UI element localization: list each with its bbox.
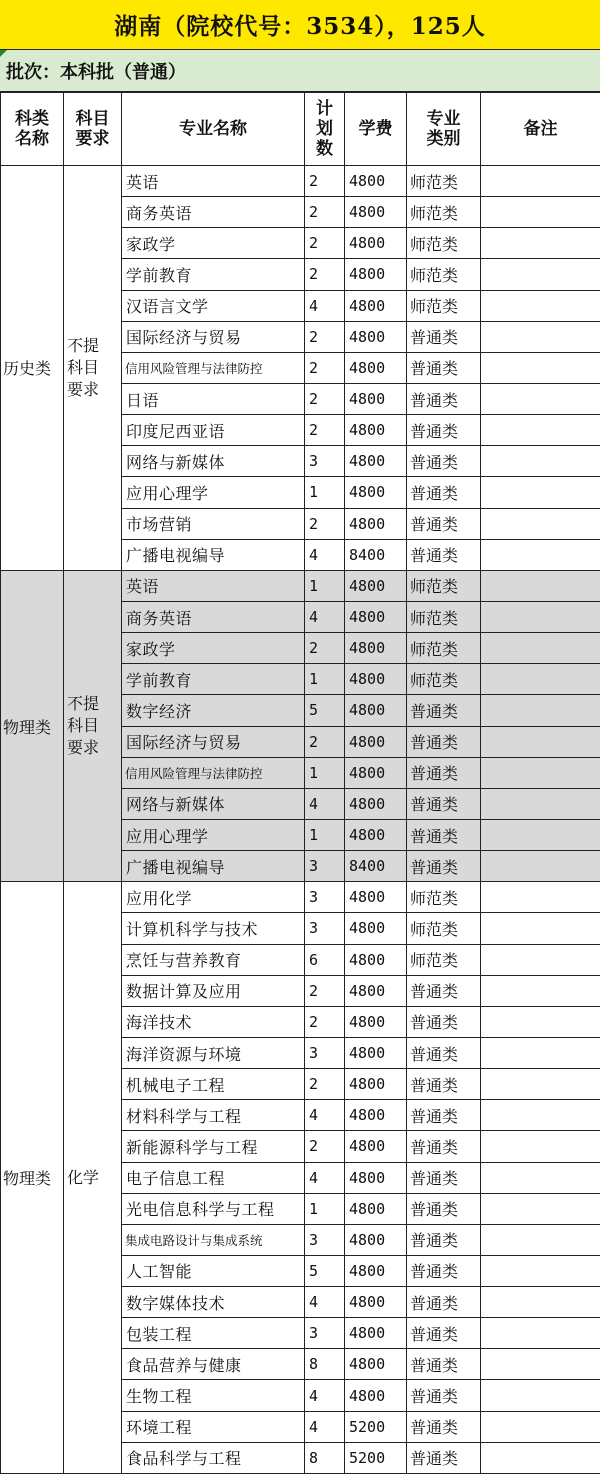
note-cell bbox=[481, 1255, 600, 1286]
plan-cell: 4 bbox=[305, 1287, 345, 1318]
type-cell: 师范类 bbox=[407, 601, 481, 632]
note-cell bbox=[481, 290, 600, 321]
table-row bbox=[1, 570, 600, 601]
type-cell: 普通类 bbox=[407, 1131, 481, 1162]
plan-cell: 2 bbox=[305, 508, 345, 539]
header-type: 专业 类别 bbox=[407, 93, 481, 166]
header-fee: 学费 bbox=[345, 93, 407, 166]
note-cell bbox=[481, 851, 600, 882]
fee-cell: 4800 bbox=[345, 197, 407, 228]
plan-cell: 3 bbox=[305, 446, 345, 477]
fee-cell: 4800 bbox=[345, 228, 407, 259]
header-major: 专业名称 bbox=[122, 93, 305, 166]
plan-cell: 6 bbox=[305, 944, 345, 975]
major-cell: 人工智能 bbox=[122, 1255, 305, 1286]
fee-cell: 4800 bbox=[345, 1006, 407, 1037]
plan-cell: 4 bbox=[305, 290, 345, 321]
note-cell bbox=[481, 1349, 600, 1380]
type-cell: 普通类 bbox=[407, 1100, 481, 1131]
plan-cell: 2 bbox=[305, 1131, 345, 1162]
major-cell: 国际经济与贸易 bbox=[122, 726, 305, 757]
fee-cell: 8400 bbox=[345, 851, 407, 882]
major-cell: 环境工程 bbox=[122, 1411, 305, 1442]
plan-cell: 4 bbox=[305, 539, 345, 570]
fee-cell: 4800 bbox=[345, 1255, 407, 1286]
type-cell: 师范类 bbox=[407, 664, 481, 695]
note-cell bbox=[481, 819, 600, 850]
major-cell: 学前教育 bbox=[122, 259, 305, 290]
note-cell bbox=[481, 726, 600, 757]
fee-cell: 4800 bbox=[345, 726, 407, 757]
note-cell bbox=[481, 383, 600, 414]
note-cell bbox=[481, 539, 600, 570]
note-cell bbox=[481, 197, 600, 228]
fee-cell: 4800 bbox=[345, 1349, 407, 1380]
plan-cell: 2 bbox=[305, 726, 345, 757]
type-cell: 师范类 bbox=[407, 290, 481, 321]
major-cell: 光电信息科学与工程 bbox=[122, 1193, 305, 1224]
major-cell: 机械电子工程 bbox=[122, 1069, 305, 1100]
fee-cell: 4800 bbox=[345, 415, 407, 446]
fee-cell: 4800 bbox=[345, 508, 407, 539]
major-cell: 信用风险管理与法律防控 bbox=[122, 757, 305, 788]
note-cell bbox=[481, 259, 600, 290]
fee-cell: 4800 bbox=[345, 1287, 407, 1318]
fee-cell: 4800 bbox=[345, 352, 407, 383]
note-cell bbox=[481, 446, 600, 477]
note-cell bbox=[481, 664, 600, 695]
major-cell: 日语 bbox=[122, 383, 305, 414]
note-cell bbox=[481, 477, 600, 508]
fee-cell: 4800 bbox=[345, 446, 407, 477]
major-cell: 数字经济 bbox=[122, 695, 305, 726]
major-cell: 包装工程 bbox=[122, 1318, 305, 1349]
fee-cell: 4800 bbox=[345, 944, 407, 975]
category-cell: 历史类 bbox=[1, 166, 64, 571]
fee-cell: 4800 bbox=[345, 1162, 407, 1193]
note-cell bbox=[481, 166, 600, 197]
major-cell: 数据计算及应用 bbox=[122, 975, 305, 1006]
fee-cell: 4800 bbox=[345, 477, 407, 508]
fee-cell: 5200 bbox=[345, 1411, 407, 1442]
header-category: 科类 名称 bbox=[1, 93, 64, 166]
plan-cell: 3 bbox=[305, 913, 345, 944]
fee-cell: 4800 bbox=[345, 913, 407, 944]
type-cell: 普通类 bbox=[407, 415, 481, 446]
category-cell: 物理类 bbox=[1, 882, 64, 1474]
type-cell: 普通类 bbox=[407, 508, 481, 539]
major-cell: 广播电视编导 bbox=[122, 539, 305, 570]
plan-cell: 2 bbox=[305, 383, 345, 414]
table-row bbox=[1, 166, 600, 197]
type-cell: 普通类 bbox=[407, 1162, 481, 1193]
type-cell: 普通类 bbox=[407, 975, 481, 1006]
plan-cell: 1 bbox=[305, 757, 345, 788]
plan-cell: 2 bbox=[305, 321, 345, 352]
type-cell: 普通类 bbox=[407, 1318, 481, 1349]
major-cell: 英语 bbox=[122, 570, 305, 601]
major-cell: 食品营养与健康 bbox=[122, 1349, 305, 1380]
major-cell: 集成电路设计与集成系统 bbox=[122, 1224, 305, 1255]
plan-cell: 5 bbox=[305, 695, 345, 726]
fee-cell: 4800 bbox=[345, 290, 407, 321]
fee-cell: 4800 bbox=[345, 975, 407, 1006]
header-note: 备注 bbox=[481, 93, 600, 166]
type-cell: 师范类 bbox=[407, 570, 481, 601]
note-cell bbox=[481, 1380, 600, 1411]
fee-cell: 4800 bbox=[345, 633, 407, 664]
type-cell: 普通类 bbox=[407, 1442, 481, 1473]
plan-cell: 2 bbox=[305, 197, 345, 228]
fee-cell: 4800 bbox=[345, 1100, 407, 1131]
note-cell bbox=[481, 352, 600, 383]
header-plan: 计 划 数 bbox=[305, 93, 345, 166]
note-cell bbox=[481, 1162, 600, 1193]
major-cell: 应用化学 bbox=[122, 882, 305, 913]
admission-plan-table bbox=[0, 92, 600, 1474]
type-cell: 普通类 bbox=[407, 1006, 481, 1037]
major-cell: 网络与新媒体 bbox=[122, 446, 305, 477]
note-cell bbox=[481, 1224, 600, 1255]
fee-cell: 4800 bbox=[345, 695, 407, 726]
type-cell: 普通类 bbox=[407, 1380, 481, 1411]
fee-cell: 4800 bbox=[345, 1037, 407, 1068]
note-cell bbox=[481, 695, 600, 726]
plan-cell: 4 bbox=[305, 1411, 345, 1442]
note-cell bbox=[481, 757, 600, 788]
type-cell: 普通类 bbox=[407, 1224, 481, 1255]
major-cell: 海洋技术 bbox=[122, 1006, 305, 1037]
type-cell: 普通类 bbox=[407, 383, 481, 414]
type-cell: 普通类 bbox=[407, 788, 481, 819]
major-cell: 材料科学与工程 bbox=[122, 1100, 305, 1131]
type-cell: 普通类 bbox=[407, 819, 481, 850]
major-cell: 海洋资源与环境 bbox=[122, 1037, 305, 1068]
note-cell bbox=[481, 944, 600, 975]
major-cell: 食品科学与工程 bbox=[122, 1442, 305, 1473]
note-cell bbox=[481, 228, 600, 259]
header-requirement: 科目 要求 bbox=[64, 93, 122, 166]
note-cell bbox=[481, 415, 600, 446]
type-cell: 普通类 bbox=[407, 851, 481, 882]
major-cell: 印度尼西亚语 bbox=[122, 415, 305, 446]
major-cell: 网络与新媒体 bbox=[122, 788, 305, 819]
fee-cell: 4800 bbox=[345, 882, 407, 913]
major-cell: 新能源科学与工程 bbox=[122, 1131, 305, 1162]
fee-cell: 4800 bbox=[345, 757, 407, 788]
plan-cell: 2 bbox=[305, 975, 345, 1006]
type-cell: 师范类 bbox=[407, 228, 481, 259]
plan-cell: 1 bbox=[305, 477, 345, 508]
fee-cell: 4800 bbox=[345, 570, 407, 601]
plan-cell: 2 bbox=[305, 228, 345, 259]
plan-cell: 3 bbox=[305, 1224, 345, 1255]
note-cell bbox=[481, 570, 600, 601]
major-cell: 数字媒体技术 bbox=[122, 1287, 305, 1318]
plan-cell: 1 bbox=[305, 570, 345, 601]
fee-cell: 4800 bbox=[345, 1224, 407, 1255]
major-cell: 生物工程 bbox=[122, 1380, 305, 1411]
note-cell bbox=[481, 1411, 600, 1442]
plan-cell: 2 bbox=[305, 1069, 345, 1100]
type-cell: 普通类 bbox=[407, 1069, 481, 1100]
note-cell bbox=[481, 1318, 600, 1349]
note-cell bbox=[481, 1193, 600, 1224]
table-header-row bbox=[1, 93, 600, 166]
major-cell: 应用心理学 bbox=[122, 477, 305, 508]
major-cell: 家政学 bbox=[122, 633, 305, 664]
requirement-cell: 不提 科目 要求 bbox=[64, 166, 122, 571]
note-cell bbox=[481, 913, 600, 944]
plan-cell: 3 bbox=[305, 851, 345, 882]
type-cell: 普通类 bbox=[407, 1287, 481, 1318]
major-cell: 烹饪与营养教育 bbox=[122, 944, 305, 975]
type-cell: 普通类 bbox=[407, 539, 481, 570]
fee-cell: 4800 bbox=[345, 321, 407, 352]
fee-cell: 4800 bbox=[345, 1131, 407, 1162]
plan-cell: 2 bbox=[305, 415, 345, 446]
note-cell bbox=[481, 1006, 600, 1037]
plan-cell: 4 bbox=[305, 788, 345, 819]
fee-cell: 4800 bbox=[345, 819, 407, 850]
major-cell: 广播电视编导 bbox=[122, 851, 305, 882]
type-cell: 师范类 bbox=[407, 913, 481, 944]
requirement-cell: 化学 bbox=[64, 882, 122, 1474]
type-cell: 普通类 bbox=[407, 1411, 481, 1442]
type-cell: 普通类 bbox=[407, 446, 481, 477]
major-cell: 信用风险管理与法律防控 bbox=[122, 352, 305, 383]
plan-cell: 1 bbox=[305, 664, 345, 695]
plan-cell: 2 bbox=[305, 352, 345, 383]
plan-cell: 4 bbox=[305, 1380, 345, 1411]
type-cell: 普通类 bbox=[407, 477, 481, 508]
type-cell: 普通类 bbox=[407, 1255, 481, 1286]
type-cell: 师范类 bbox=[407, 633, 481, 664]
major-cell: 电子信息工程 bbox=[122, 1162, 305, 1193]
fee-cell: 8400 bbox=[345, 539, 407, 570]
plan-cell: 1 bbox=[305, 1193, 345, 1224]
type-cell: 普通类 bbox=[407, 757, 481, 788]
fee-cell: 4800 bbox=[345, 259, 407, 290]
type-cell: 师范类 bbox=[407, 882, 481, 913]
type-cell: 普通类 bbox=[407, 695, 481, 726]
fee-cell: 4800 bbox=[345, 664, 407, 695]
type-cell: 普通类 bbox=[407, 1349, 481, 1380]
plan-cell: 4 bbox=[305, 1162, 345, 1193]
major-cell: 商务英语 bbox=[122, 601, 305, 632]
fee-cell: 4800 bbox=[345, 1380, 407, 1411]
type-cell: 普通类 bbox=[407, 1193, 481, 1224]
type-cell: 师范类 bbox=[407, 944, 481, 975]
plan-cell: 3 bbox=[305, 882, 345, 913]
note-cell bbox=[481, 508, 600, 539]
fee-cell: 4800 bbox=[345, 1318, 407, 1349]
plan-cell: 2 bbox=[305, 633, 345, 664]
plan-cell: 1 bbox=[305, 819, 345, 850]
type-cell: 普通类 bbox=[407, 726, 481, 757]
cell-corner-marker bbox=[0, 50, 7, 57]
type-cell: 师范类 bbox=[407, 259, 481, 290]
note-cell bbox=[481, 1442, 600, 1473]
plan-cell: 2 bbox=[305, 1006, 345, 1037]
note-cell bbox=[481, 788, 600, 819]
note-cell bbox=[481, 882, 600, 913]
note-cell bbox=[481, 975, 600, 1006]
plan-cell: 3 bbox=[305, 1318, 345, 1349]
note-cell bbox=[481, 1100, 600, 1131]
plan-cell: 2 bbox=[305, 166, 345, 197]
type-cell: 师范类 bbox=[407, 197, 481, 228]
major-cell: 国际经济与贸易 bbox=[122, 321, 305, 352]
category-cell: 物理类 bbox=[1, 570, 64, 881]
plan-cell: 2 bbox=[305, 259, 345, 290]
fee-cell: 4800 bbox=[345, 166, 407, 197]
major-cell: 汉语言文学 bbox=[122, 290, 305, 321]
table-row bbox=[1, 882, 600, 913]
plan-cell: 4 bbox=[305, 1100, 345, 1131]
type-cell: 普通类 bbox=[407, 321, 481, 352]
note-cell bbox=[481, 1287, 600, 1318]
plan-cell: 3 bbox=[305, 1037, 345, 1068]
fee-cell: 4800 bbox=[345, 383, 407, 414]
note-cell bbox=[481, 321, 600, 352]
fee-cell: 4800 bbox=[345, 601, 407, 632]
plan-cell: 4 bbox=[305, 601, 345, 632]
plan-cell: 8 bbox=[305, 1349, 345, 1380]
major-cell: 英语 bbox=[122, 166, 305, 197]
major-cell: 学前教育 bbox=[122, 664, 305, 695]
fee-cell: 4800 bbox=[345, 788, 407, 819]
page-title: 湖南（院校代号：3534），125人 bbox=[0, 0, 600, 50]
requirement-cell: 不提 科目 要求 bbox=[64, 570, 122, 881]
major-cell: 应用心理学 bbox=[122, 819, 305, 850]
note-cell bbox=[481, 1131, 600, 1162]
note-cell bbox=[481, 1037, 600, 1068]
note-cell bbox=[481, 633, 600, 664]
major-cell: 家政学 bbox=[122, 228, 305, 259]
plan-cell: 8 bbox=[305, 1442, 345, 1473]
plan-cell: 5 bbox=[305, 1255, 345, 1286]
type-cell: 普通类 bbox=[407, 1037, 481, 1068]
fee-cell: 4800 bbox=[345, 1069, 407, 1100]
type-cell: 普通类 bbox=[407, 352, 481, 383]
note-cell bbox=[481, 1069, 600, 1100]
major-cell: 市场营销 bbox=[122, 508, 305, 539]
batch-label: 批次：本科批（普通） bbox=[0, 50, 600, 92]
major-cell: 计算机科学与技术 bbox=[122, 913, 305, 944]
fee-cell: 4800 bbox=[345, 1193, 407, 1224]
major-cell: 商务英语 bbox=[122, 197, 305, 228]
fee-cell: 5200 bbox=[345, 1442, 407, 1473]
type-cell: 师范类 bbox=[407, 166, 481, 197]
note-cell bbox=[481, 601, 600, 632]
